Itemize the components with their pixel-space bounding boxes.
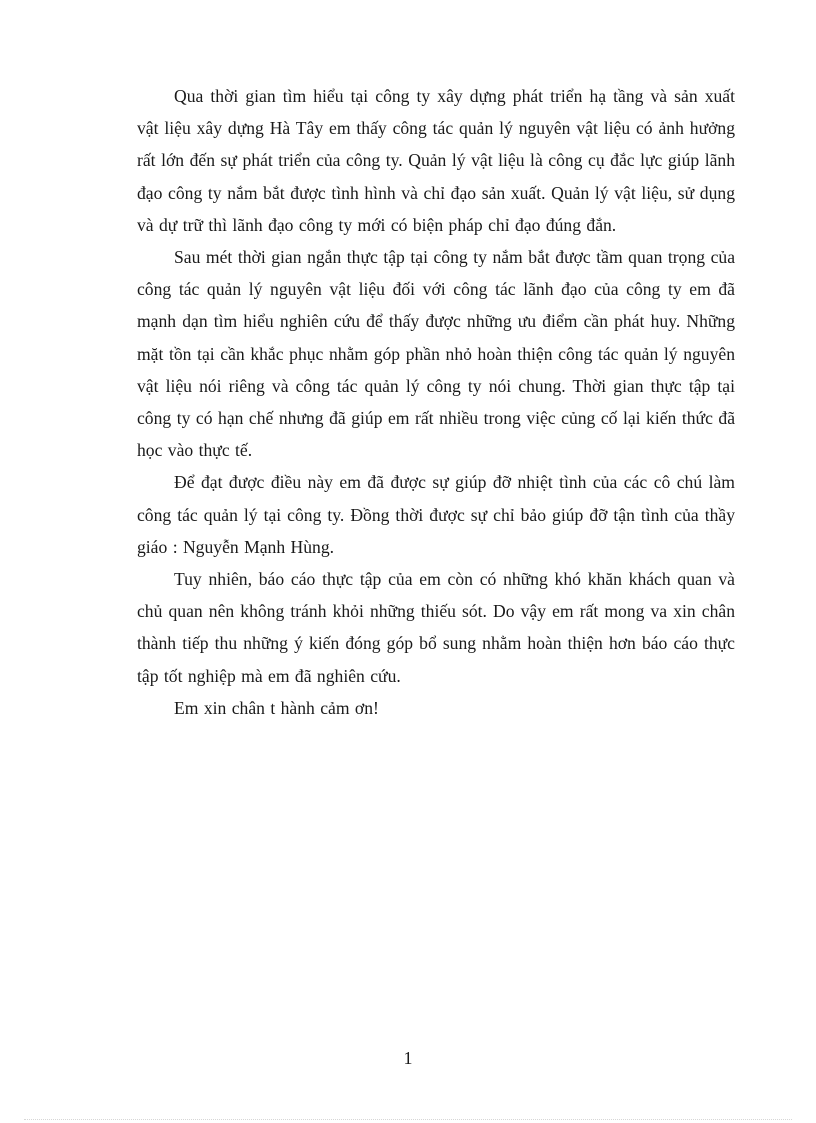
- paragraph-limitations: Tuy nhiên, báo cáo thực tập của em còn có những khó khăn khách quan và chủ quan nên không tránh khỏi những thiếu sót. Do vậy em rất mong va xin chân thành tiếp thu những ý kiến đóng góp bổ sung nhằm hoàn thiện hơn báo cáo thực tập tốt nghiệp mà em đã nghiên cứu.: [137, 569, 735, 686]
- paragraph-intro: Qua thời gian tìm hiểu tại công ty xây dựng phát triển hạ tầng và sản xuất vật liệu xây dựng Hà Tây em thấy công tác quản lý nguyên vật liệu có ảnh hưởng rất lớn đến sự phát triển của công ty. Quản lý vật liệu là công cụ đắc lực giúp lãnh đạo công ty nắm bắt được tình hình và chỉ đạo sản xuất. Quản lý vật liệu, sử dụng và dự trữ thì lãnh đạo công ty mới có biện pháp chỉ đạo đúng đắn.: [137, 86, 735, 235]
- paragraph-thanks: Em xin chân t hành cảm ơn!: [174, 697, 379, 718]
- body-text: [137, 80, 735, 724]
- page-bottom-divider: [24, 1119, 792, 1120]
- paragraph-acknowledgement: Để đạt được điều này em đã được sự giúp đỡ nhiệt tình của các cô chú làm công tác quản lý tại công ty. Đồng thời được sự chỉ bảo giúp đỡ tận tình của thầy giáo : Nguyễn Mạnh Hùng.: [137, 472, 735, 557]
- paragraph-internship: Sau mét thời gian ngắn thực tập tại công ty nắm bắt được tầm quan trọng của công tác quản lý nguyên vật liệu đối với công tác lãnh đạo của công ty em đã mạnh dạn tìm hiểu nghiên cứu để thấy được những ưu điểm cần phát huy. Những mặt tồn tại cần khắc phục nhằm góp phần nhỏ hoàn thiện công tác quản lý nguyên vật liệu nói riêng và công tác quản lý công ty nói chung. Thời gian thực tập tại công ty có hạn chế nhưng đã giúp em rất nhiều trong việc củng cố lại kiến thức đã học vào thực tế.: [137, 247, 735, 461]
- page-number: 1: [403, 1048, 413, 1068]
